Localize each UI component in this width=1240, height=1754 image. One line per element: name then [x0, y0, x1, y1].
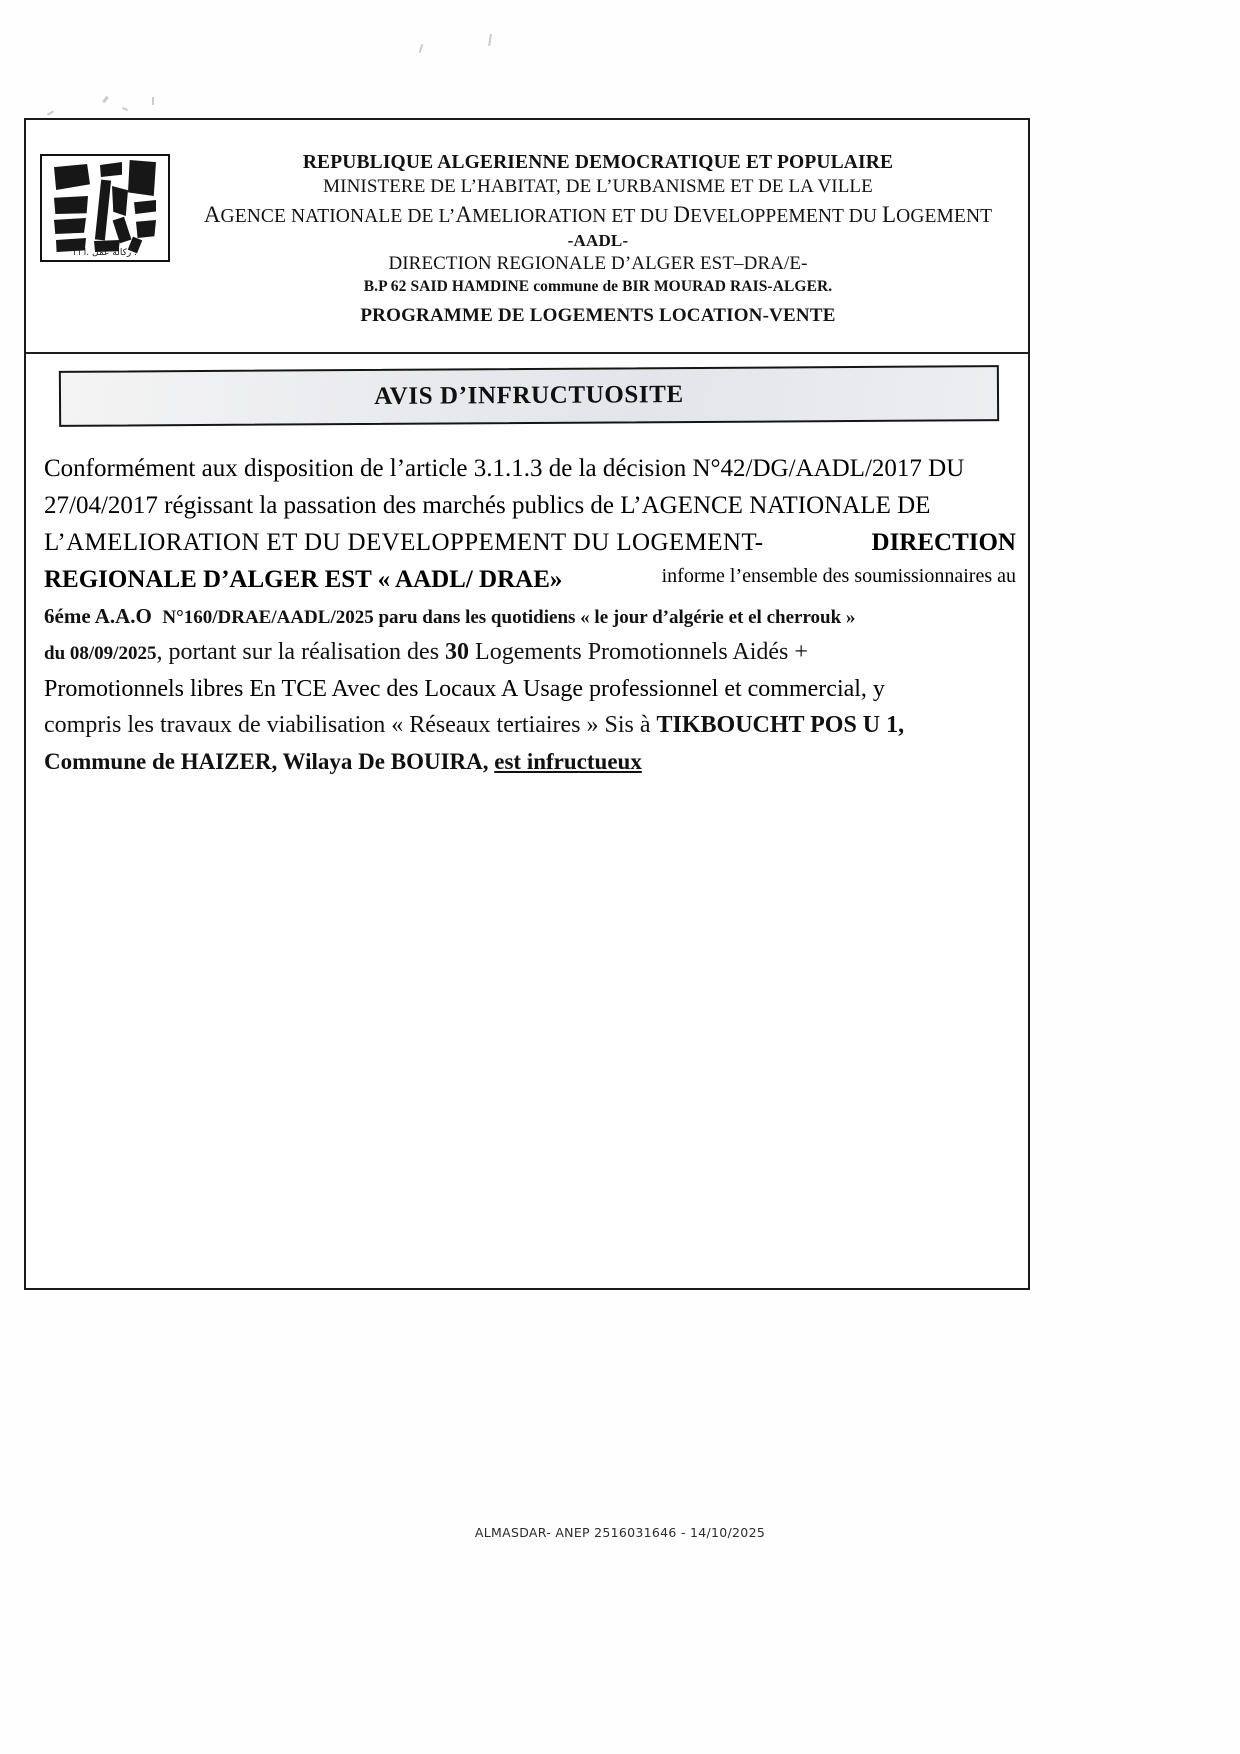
notice-title-banner — [59, 365, 999, 427]
body-line-8 — [44, 707, 1016, 743]
body-line-9-result: est infructueux — [494, 748, 642, 774]
body-line-6 — [44, 634, 1016, 671]
body-line-6-count: 30 — [445, 639, 470, 666]
body-line-2 — [44, 487, 1016, 524]
body-line-2-text: 27/04/2017 régissant la passation des marchés publics de L’AGENCE NATIONALE DE — [44, 492, 931, 519]
header-line-programme: PROGRAMME DE LOGEMENTS LOCATION-VENTE — [360, 304, 836, 326]
header-line-direction: DIRECTION REGIONALE D’ALGER EST–DRA/E- — [388, 253, 808, 275]
body-line-9-commune: Commune de HAIZER, Wilaya De BOUIRA — [44, 748, 483, 774]
header-text-block — [176, 150, 1020, 329]
aadl-logo — [40, 154, 170, 262]
scan-artifact — [102, 96, 109, 103]
agency-part-3: EVELOPPEMENT DU — [690, 206, 882, 228]
header-line-ministry: MINISTERE DE L’HABITAT, DE L’URBANISME ET DE LA VILLE — [323, 176, 873, 198]
body-line-3-direction: DIRECTION — [871, 529, 1016, 556]
scan-artifact — [122, 107, 128, 111]
logo-arabic-caption: رکالة عمل .ا ا ا . — [73, 248, 137, 258]
body-line-3-text: L’AMELIORATION ET DU DEVELOPPEMENT DU LOGEMENT- — [44, 529, 764, 556]
notice-body — [44, 450, 1016, 781]
header-line-address: B.P 62 SAID HAMDINE commune de BIR MOURAD RAIS-ALGER. — [363, 277, 833, 295]
body-line-4-text: informe l’ensemble des soumissionnaires au — [661, 565, 1016, 587]
document-header — [26, 120, 1028, 354]
scan-artifact — [47, 110, 54, 115]
agency-cap-l: L — [881, 202, 897, 228]
header-line-aadl: -AADL- — [567, 230, 629, 250]
body-line-1-text: Conformément aux disposition de l’article 3.1.1.3 de la décision N°42/DG/AADL/2017 DU — [44, 455, 965, 482]
body-line-8-site: TIKBOUCHT POS U 1, — [656, 712, 905, 739]
body-line-8-text: compris les travaux de viabilisation « Réseaux tertiaires » Sis à — [44, 712, 657, 739]
agency-cap-d: D — [673, 202, 691, 228]
page-footer: ALMASDAR- ANEP 2516031646 - 14/10/2025 — [474, 1525, 766, 1540]
agency-part-1: GENCE NATIONALE DE L’ — [220, 206, 456, 228]
logo-artwork — [42, 156, 168, 260]
body-line-9 — [44, 744, 1016, 781]
body-line-4-drae: REGIONALE D’ALGER EST « AADL/ DRAE» — [44, 566, 563, 593]
body-line-4 — [44, 561, 1016, 599]
body-line-3 — [44, 524, 1016, 561]
body-line-7 — [44, 671, 1016, 707]
agency-part-4: OGEMENT — [896, 206, 993, 228]
body-line-6-date: du 08/09/2025 — [44, 643, 157, 665]
scan-artifact — [488, 34, 492, 46]
body-line-5 — [44, 599, 1016, 635]
body-line-5-reference: N°160/DRAE/AADL/2025 paru dans les quotidiens « le jour d’algérie et el cherrouk » — [162, 606, 856, 628]
body-line-6-text-b: Logements Promotionnels Aidés + — [469, 639, 808, 666]
header-line-republic: REPUBLIQUE ALGERIENNE DEMOCRATIQUE ET POPULAIRE — [302, 152, 894, 173]
document-border — [24, 118, 1030, 1290]
agency-cap-a2: A — [455, 202, 473, 228]
scan-artifact — [152, 97, 154, 105]
agency-part-2: MELIORATION ET DU — [472, 206, 674, 228]
body-line-6-text-a: , portant sur la réalisation des — [156, 639, 446, 666]
scan-artifact — [419, 44, 424, 53]
body-line-7-text: Promotionnels libres En TCE Avec des Locaux A Usage professionnel et commercial, y — [44, 676, 885, 703]
body-line-1 — [44, 450, 1016, 487]
page-title: AVIS D’INFRUCTUOSITE — [374, 381, 684, 410]
agency-cap-a: A — [203, 202, 221, 228]
header-line-agency — [176, 200, 1020, 230]
body-line-5-aao: 6éme A.A.O — [44, 603, 152, 628]
body-line-9-sep: , — [482, 748, 495, 774]
